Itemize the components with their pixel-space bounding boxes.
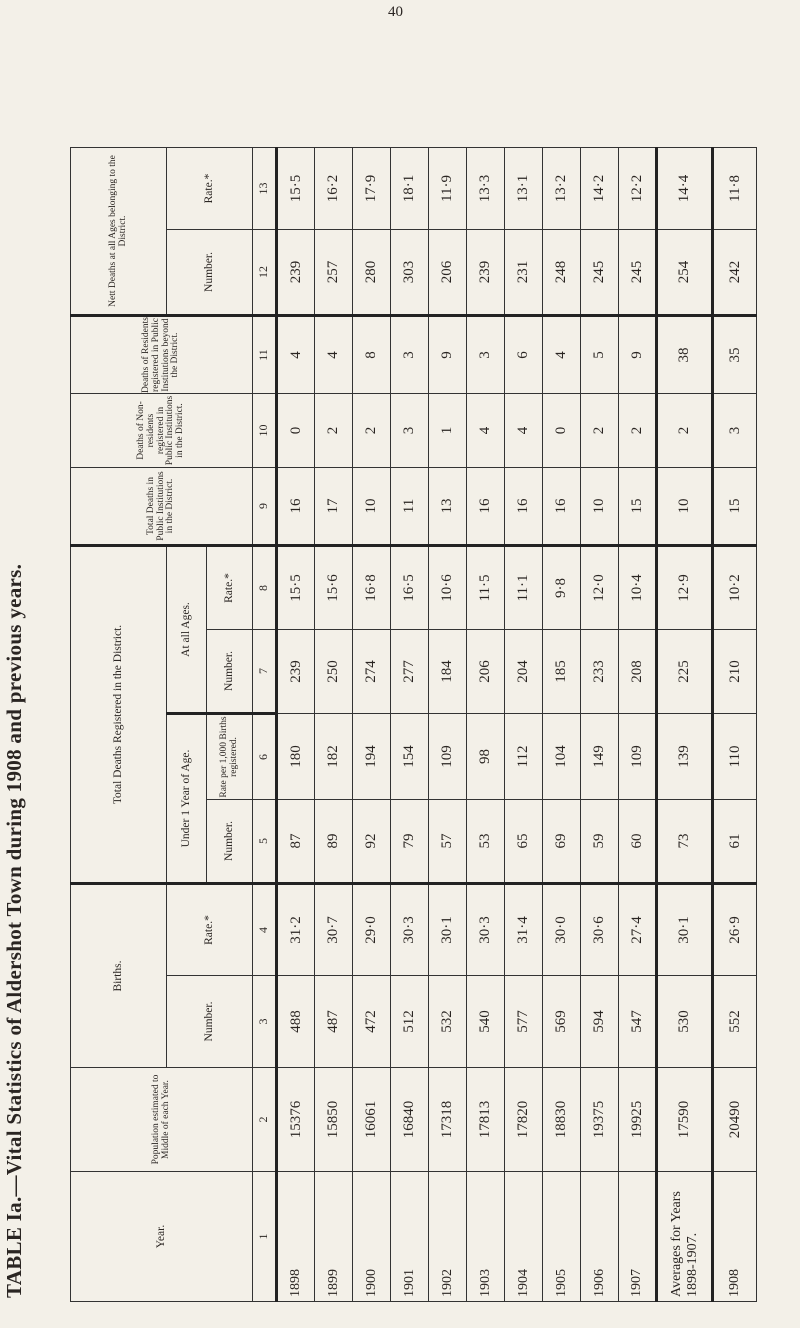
cell-births-number: 594 — [581, 976, 619, 1068]
page-number: 40 — [388, 4, 403, 20]
cell-nett-number: 206 — [429, 230, 467, 316]
cell-births-rate: 30·1 — [657, 884, 713, 976]
cell-under1-number: 53 — [467, 800, 505, 884]
cell-under1-number: 60 — [619, 800, 657, 884]
cell-nett-number: 257 — [315, 230, 353, 316]
cell-population: 20490 — [713, 1068, 757, 1172]
header-population: Population estimated to Middle of each Year. — [71, 1068, 253, 1172]
header-residents: Deaths of Residents registered in Public Institutions beyond the District. — [71, 316, 253, 394]
cell-nett-rate: 16·2 — [315, 148, 353, 230]
table-row — [353, 148, 391, 1302]
cell-nett-rate: 15·5 — [277, 148, 315, 230]
cell-nett-number: 303 — [391, 230, 429, 316]
cell-under1-number: 61 — [713, 800, 757, 884]
header-under1-rate: Rate per 1,000 Births registered. — [207, 714, 253, 800]
table-body — [277, 148, 757, 1302]
cell-res: 9 — [429, 316, 467, 394]
col-index: 8 — [253, 546, 277, 630]
cell-public-inst: 10 — [581, 468, 619, 546]
header-births-number: Number. — [167, 976, 253, 1068]
cell-nett-number: 254 — [657, 230, 713, 316]
cell-under1-rate: 182 — [315, 714, 353, 800]
year-cell: 1905 — [543, 1172, 581, 1302]
year-cell: Averages for Years 1898-1907. — [657, 1172, 713, 1302]
cell-nonres: 3 — [713, 394, 757, 468]
cell-births-rate: 31·4 — [505, 884, 543, 976]
year-cell: 1900 — [353, 1172, 391, 1302]
col-index: 4 — [253, 884, 277, 976]
cell-public-inst: 15 — [713, 468, 757, 546]
cell-all-number: 250 — [315, 630, 353, 714]
cell-under1-number: 79 — [391, 800, 429, 884]
cell-population: 16840 — [391, 1068, 429, 1172]
table-row — [467, 148, 505, 1302]
cell-nett-rate: 13·1 — [505, 148, 543, 230]
cell-nonres: 4 — [505, 394, 543, 468]
final-year-row — [713, 148, 757, 1302]
cell-population: 19375 — [581, 1068, 619, 1172]
year-cell: 1908 — [713, 1172, 757, 1302]
cell-all-rate: 11·1 — [505, 546, 543, 630]
cell-res: 9 — [619, 316, 657, 394]
col-index: 12 — [253, 230, 277, 316]
cell-population: 19925 — [619, 1068, 657, 1172]
cell-public-inst: 13 — [429, 468, 467, 546]
header-under1-number: Number. — [207, 800, 253, 884]
cell-public-inst: 11 — [391, 468, 429, 546]
cell-all-rate: 9·8 — [543, 546, 581, 630]
year-cell: 1899 — [315, 1172, 353, 1302]
table-row — [277, 148, 315, 1302]
cell-all-rate: 16·5 — [391, 546, 429, 630]
cell-nonres: 3 — [391, 394, 429, 468]
cell-nett-rate: 17·9 — [353, 148, 391, 230]
cell-under1-number: 59 — [581, 800, 619, 884]
header-public-institutions: Total Deaths in Public Institutions in the District. — [71, 468, 253, 546]
table-row — [505, 148, 543, 1302]
col-index: 2 — [253, 1068, 277, 1172]
cell-under1-rate: 112 — [505, 714, 543, 800]
table-row — [581, 148, 619, 1302]
cell-public-inst: 15 — [619, 468, 657, 546]
col-index: 3 — [253, 976, 277, 1068]
average-row — [657, 148, 713, 1302]
cell-nett-number: 245 — [581, 230, 619, 316]
col-index: 13 — [253, 148, 277, 230]
header-nonresidents: Deaths of Non-residents registered in Public Institutions in the District. — [71, 394, 253, 468]
cell-population: 17590 — [657, 1068, 713, 1172]
cell-births-rate: 30·1 — [429, 884, 467, 976]
cell-all-rate: 10·6 — [429, 546, 467, 630]
year-cell: 1898 — [277, 1172, 315, 1302]
cell-under1-number: 73 — [657, 800, 713, 884]
cell-births-number: 532 — [429, 976, 467, 1068]
cell-nonres: 2 — [581, 394, 619, 468]
cell-all-number: 239 — [277, 630, 315, 714]
cell-births-number: 540 — [467, 976, 505, 1068]
cell-population: 15376 — [277, 1068, 315, 1172]
cell-under1-rate: 98 — [467, 714, 505, 800]
header-under-1: Under 1 Year of Age. — [167, 714, 207, 884]
header-births: Births. — [71, 884, 167, 1068]
cell-all-number: 277 — [391, 630, 429, 714]
cell-public-inst: 16 — [467, 468, 505, 546]
cell-nett-number: 280 — [353, 230, 391, 316]
cell-births-rate: 30·3 — [391, 884, 429, 976]
header-nett-rate: Rate.* — [167, 148, 253, 230]
header-all-rate: Rate.* — [207, 546, 253, 630]
year-cell: 1902 — [429, 1172, 467, 1302]
year-cell: 1903 — [467, 1172, 505, 1302]
cell-res: 35 — [713, 316, 757, 394]
cell-births-number: 488 — [277, 976, 315, 1068]
cell-all-number: 274 — [353, 630, 391, 714]
cell-under1-number: 89 — [315, 800, 353, 884]
year-cell: 1906 — [581, 1172, 619, 1302]
col-index: 1 — [253, 1172, 277, 1302]
cell-births-number: 512 — [391, 976, 429, 1068]
cell-public-inst: 16 — [277, 468, 315, 546]
cell-res: 4 — [543, 316, 581, 394]
cell-births-rate: 30·3 — [467, 884, 505, 976]
cell-nett-number: 239 — [467, 230, 505, 316]
cell-nett-number: 245 — [619, 230, 657, 316]
cell-all-rate: 11·5 — [467, 546, 505, 630]
cell-nett-number: 248 — [543, 230, 581, 316]
cell-nonres: 1 — [429, 394, 467, 468]
cell-under1-rate: 149 — [581, 714, 619, 800]
cell-births-number: 547 — [619, 976, 657, 1068]
cell-all-number: 184 — [429, 630, 467, 714]
cell-births-rate: 27·4 — [619, 884, 657, 976]
header-nett-number: Number. — [167, 230, 253, 316]
cell-public-inst: 16 — [505, 468, 543, 546]
year-cell: 1907 — [619, 1172, 657, 1302]
cell-all-number: 225 — [657, 630, 713, 714]
table-row — [619, 148, 657, 1302]
header-all-ages: At all Ages. — [167, 546, 207, 714]
cell-res: 3 — [391, 316, 429, 394]
cell-all-number: 206 — [467, 630, 505, 714]
cell-births-rate: 31·2 — [277, 884, 315, 976]
cell-population: 18830 — [543, 1068, 581, 1172]
table-row — [429, 148, 467, 1302]
cell-all-number: 185 — [543, 630, 581, 714]
cell-nonres: 4 — [467, 394, 505, 468]
cell-all-rate: 15·6 — [315, 546, 353, 630]
table-row — [543, 148, 581, 1302]
header-year: Year. — [71, 1172, 253, 1302]
cell-nett-rate: 11·9 — [429, 148, 467, 230]
cell-all-rate: 10·4 — [619, 546, 657, 630]
cell-under1-rate: 194 — [353, 714, 391, 800]
cell-all-rate: 12·9 — [657, 546, 713, 630]
cell-all-rate: 10·2 — [713, 546, 757, 630]
header-all-number: Number. — [207, 630, 253, 714]
cell-nett-rate: 11·8 — [713, 148, 757, 230]
cell-all-number: 233 — [581, 630, 619, 714]
cell-population: 17820 — [505, 1068, 543, 1172]
cell-under1-rate: 180 — [277, 714, 315, 800]
cell-all-rate: 12·0 — [581, 546, 619, 630]
cell-nett-number: 231 — [505, 230, 543, 316]
cell-births-rate: 29·0 — [353, 884, 391, 976]
cell-public-inst: 10 — [657, 468, 713, 546]
cell-under1-rate: 109 — [429, 714, 467, 800]
cell-all-rate: 15·5 — [277, 546, 315, 630]
cell-births-number: 530 — [657, 976, 713, 1068]
cell-public-inst: 17 — [315, 468, 353, 546]
header-total-deaths: Total Deaths Registered in the District. — [71, 546, 167, 884]
cell-nonres: 2 — [657, 394, 713, 468]
cell-nett-rate: 14·4 — [657, 148, 713, 230]
cell-res: 6 — [505, 316, 543, 394]
cell-under1-rate: 154 — [391, 714, 429, 800]
cell-under1-number: 69 — [543, 800, 581, 884]
vital-statistics-table — [70, 147, 757, 1302]
year-cell: 1904 — [505, 1172, 543, 1302]
cell-nett-rate: 18·1 — [391, 148, 429, 230]
cell-all-number: 210 — [713, 630, 757, 714]
col-index: 6 — [253, 714, 277, 800]
cell-under1-number: 92 — [353, 800, 391, 884]
cell-nonres: 2 — [353, 394, 391, 468]
cell-res: 5 — [581, 316, 619, 394]
cell-population: 16061 — [353, 1068, 391, 1172]
cell-births-rate: 30·6 — [581, 884, 619, 976]
col-index: 9 — [253, 468, 277, 546]
col-index: 7 — [253, 630, 277, 714]
cell-nett-number: 239 — [277, 230, 315, 316]
cell-under1-rate: 110 — [713, 714, 757, 800]
cell-under1-number: 57 — [429, 800, 467, 884]
cell-nonres: 0 — [277, 394, 315, 468]
cell-nett-number: 242 — [713, 230, 757, 316]
cell-population: 17318 — [429, 1068, 467, 1172]
cell-nonres: 0 — [543, 394, 581, 468]
col-index: 11 — [253, 316, 277, 394]
cell-res: 3 — [467, 316, 505, 394]
cell-under1-rate: 109 — [619, 714, 657, 800]
table-row — [391, 148, 429, 1302]
cell-population: 15850 — [315, 1068, 353, 1172]
table-caption: TABLE Ia.—Vital Statistics of Aldershot Town during 1908 and previous years. — [2, 563, 26, 1298]
cell-public-inst: 16 — [543, 468, 581, 546]
cell-under1-number: 87 — [277, 800, 315, 884]
cell-births-rate: 30·0 — [543, 884, 581, 976]
table-row — [315, 148, 353, 1302]
cell-res: 38 — [657, 316, 713, 394]
cell-nett-rate: 13·2 — [543, 148, 581, 230]
cell-births-number: 487 — [315, 976, 353, 1068]
col-index: 5 — [253, 800, 277, 884]
cell-nonres: 2 — [619, 394, 657, 468]
cell-all-number: 204 — [505, 630, 543, 714]
cell-nett-rate: 13·3 — [467, 148, 505, 230]
cell-nett-rate: 12·2 — [619, 148, 657, 230]
cell-population: 17813 — [467, 1068, 505, 1172]
cell-under1-rate: 104 — [543, 714, 581, 800]
year-cell: 1901 — [391, 1172, 429, 1302]
cell-births-number: 569 — [543, 976, 581, 1068]
cell-nonres: 2 — [315, 394, 353, 468]
header-nett-deaths: Nett Deaths at all Ages belonging to the District. — [71, 148, 167, 316]
cell-under1-number: 65 — [505, 800, 543, 884]
cell-births-rate: 26·9 — [713, 884, 757, 976]
cell-public-inst: 10 — [353, 468, 391, 546]
cell-res: 4 — [315, 316, 353, 394]
cell-births-number: 472 — [353, 976, 391, 1068]
cell-births-rate: 30·7 — [315, 884, 353, 976]
cell-births-number: 552 — [713, 976, 757, 1068]
cell-res: 8 — [353, 316, 391, 394]
col-index: 10 — [253, 394, 277, 468]
cell-all-number: 208 — [619, 630, 657, 714]
cell-res: 4 — [277, 316, 315, 394]
cell-nett-rate: 14·2 — [581, 148, 619, 230]
header-births-rate: Rate.* — [167, 884, 253, 976]
cell-under1-rate: 139 — [657, 714, 713, 800]
cell-births-number: 577 — [505, 976, 543, 1068]
cell-all-rate: 16·8 — [353, 546, 391, 630]
